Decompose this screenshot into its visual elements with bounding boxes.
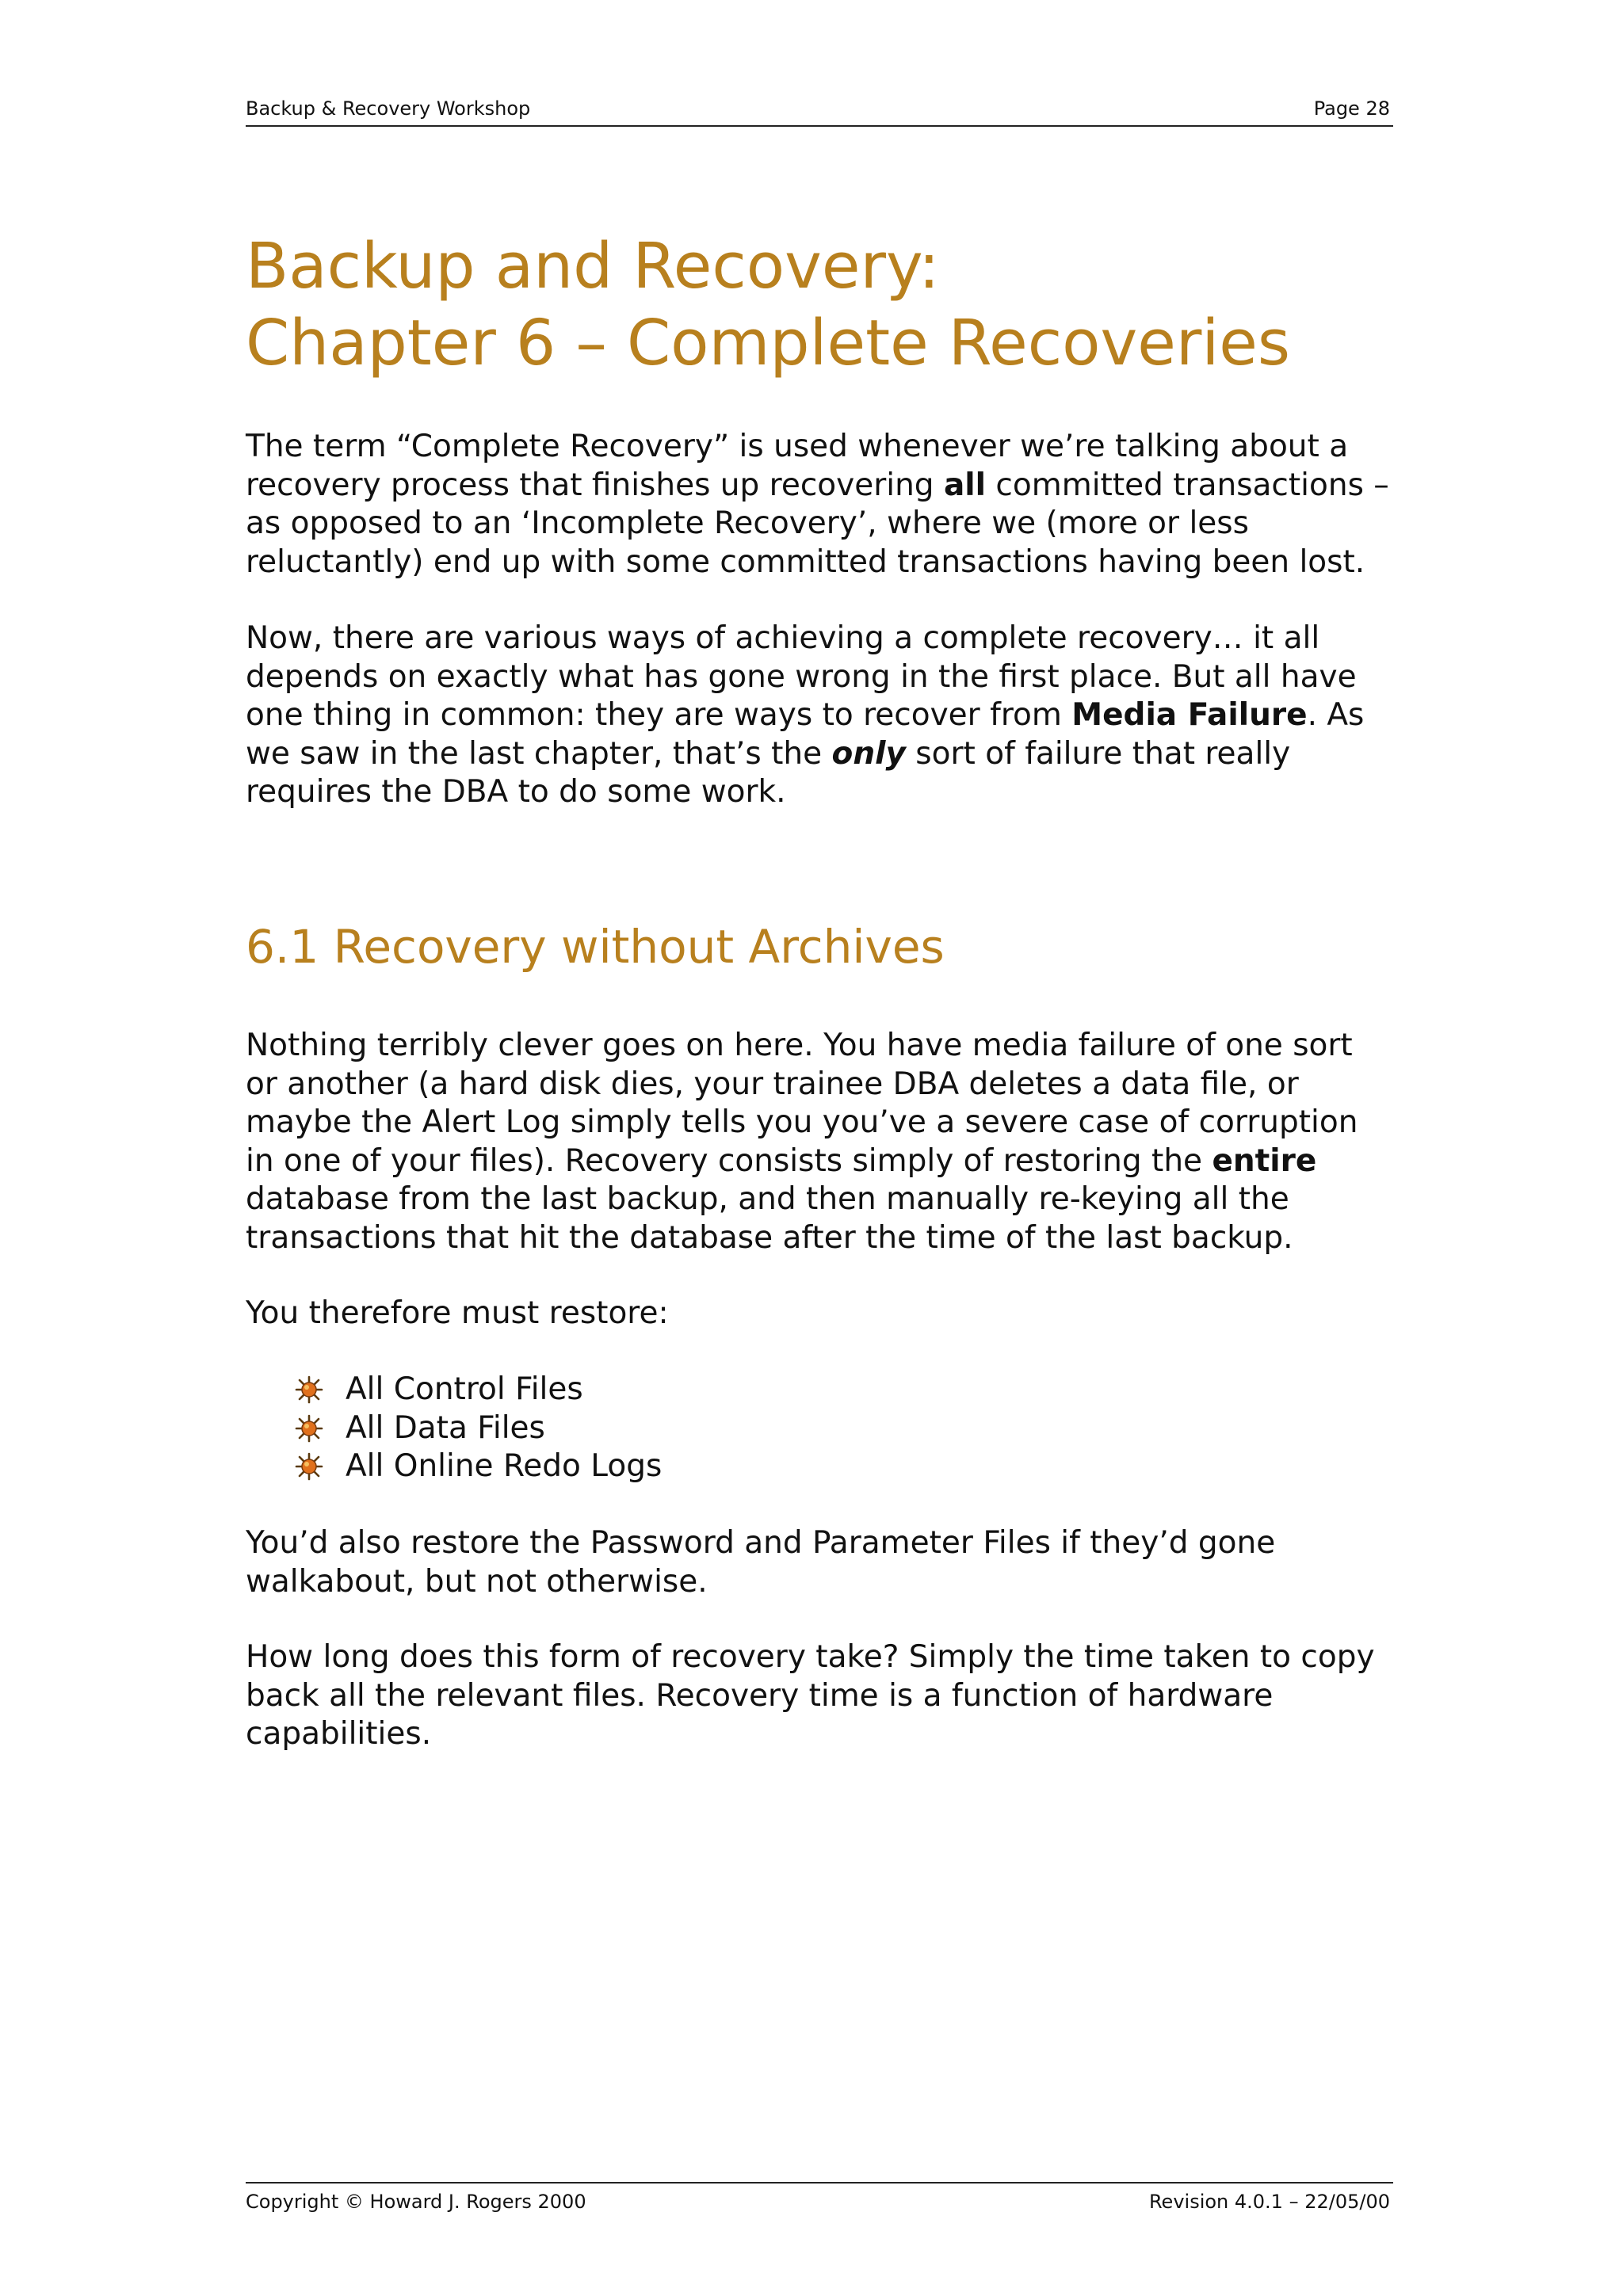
section-paragraph-4: How long does this form of recovery take? Simply the time taken to copy back all the relevant files. Recovery time is a function of hardware capabilities.	[246, 1639, 1375, 1752]
page-number: Page 28	[1313, 97, 1390, 120]
intro-p1-text-b: committed transactions –as opposed to an ‘Incomplete Recovery’, where we (more or less reluctantly) end up with some committed transactions having been lost.	[246, 467, 1389, 580]
list-item	[295, 1409, 662, 1448]
section-p1-bold: entire	[1212, 1142, 1317, 1179]
chapter-title-line-1: Backup and Recovery:	[246, 230, 940, 303]
intro-p2-text-b: . As we saw in the last chapter, that’s the	[246, 697, 1365, 772]
revision-info: Revision 4.0.1 – 22/05/00	[1148, 2191, 1390, 2213]
copyright-notice: Copyright © Howard J. Rogers 2000	[246, 2191, 586, 2213]
running-header	[246, 95, 1393, 127]
intro-p2-bold: Media Failure	[1071, 697, 1308, 733]
intro-p2-text-c: sort of failure that really requires the DBA to do some work.	[246, 735, 1291, 810]
list-item	[295, 1447, 662, 1486]
list-item	[295, 1371, 662, 1409]
section-paragraph-2: You therefore must restore:	[246, 1295, 669, 1331]
intro-p1-text-a: The term “Complete Recovery” is used whenever we’re talking about a recovery process that finishes up recovering	[246, 429, 1349, 503]
chapter-title-line-2: Chapter 6 – Complete Recoveries	[246, 307, 1291, 379]
spiky-star-bullet-icon	[295, 1414, 323, 1443]
list-item-label: All Data Files	[346, 1409, 545, 1446]
chapter-title	[246, 228, 1393, 382]
intro-p2-emphasis: only	[831, 735, 906, 772]
intro-paragraph-2	[246, 620, 1393, 812]
header-title: Backup & Recovery Workshop	[246, 97, 531, 120]
intro-p2-text-a: Now, there are various ways of achieving a complete recovery… it all depends on exactly what has gone wrong in the first place. But all have one thing in common: they are ways to recover from	[246, 620, 1357, 733]
running-footer	[246, 2182, 1393, 2213]
restore-list	[295, 1371, 662, 1486]
list-item-label: All Control Files	[346, 1371, 583, 1407]
section-paragraph-1	[246, 1027, 1393, 1257]
section-p1-text-a: Nothing terribly clever goes on here. You have media failure of one sort or another (a hard disk dies, your trainee DBA deletes a data file, or maybe the Alert Log simply tells you you’ve a severe case of corruption in one of your files). Recovery consists simply of restoring the	[246, 1028, 1358, 1179]
list-item-label: All Online Redo Logs	[346, 1448, 663, 1484]
section-p1-text-b: database from the last backup, and then manually re-keying all the transactions that hit the database after the time of the last backup.	[246, 1181, 1293, 1256]
intro-paragraph-1	[246, 428, 1393, 582]
intro-p1-bold: all	[943, 467, 987, 503]
document-page	[246, 0, 1393, 2296]
section-title: 6.1 Recovery without Archives	[246, 920, 945, 974]
section-paragraph-3: You’d also restore the Password and Parameter Files if they’d gone walkabout, but not otherwise.	[246, 1525, 1276, 1600]
spiky-star-bullet-icon	[295, 1452, 323, 1481]
spiky-star-bullet-icon	[295, 1375, 323, 1404]
